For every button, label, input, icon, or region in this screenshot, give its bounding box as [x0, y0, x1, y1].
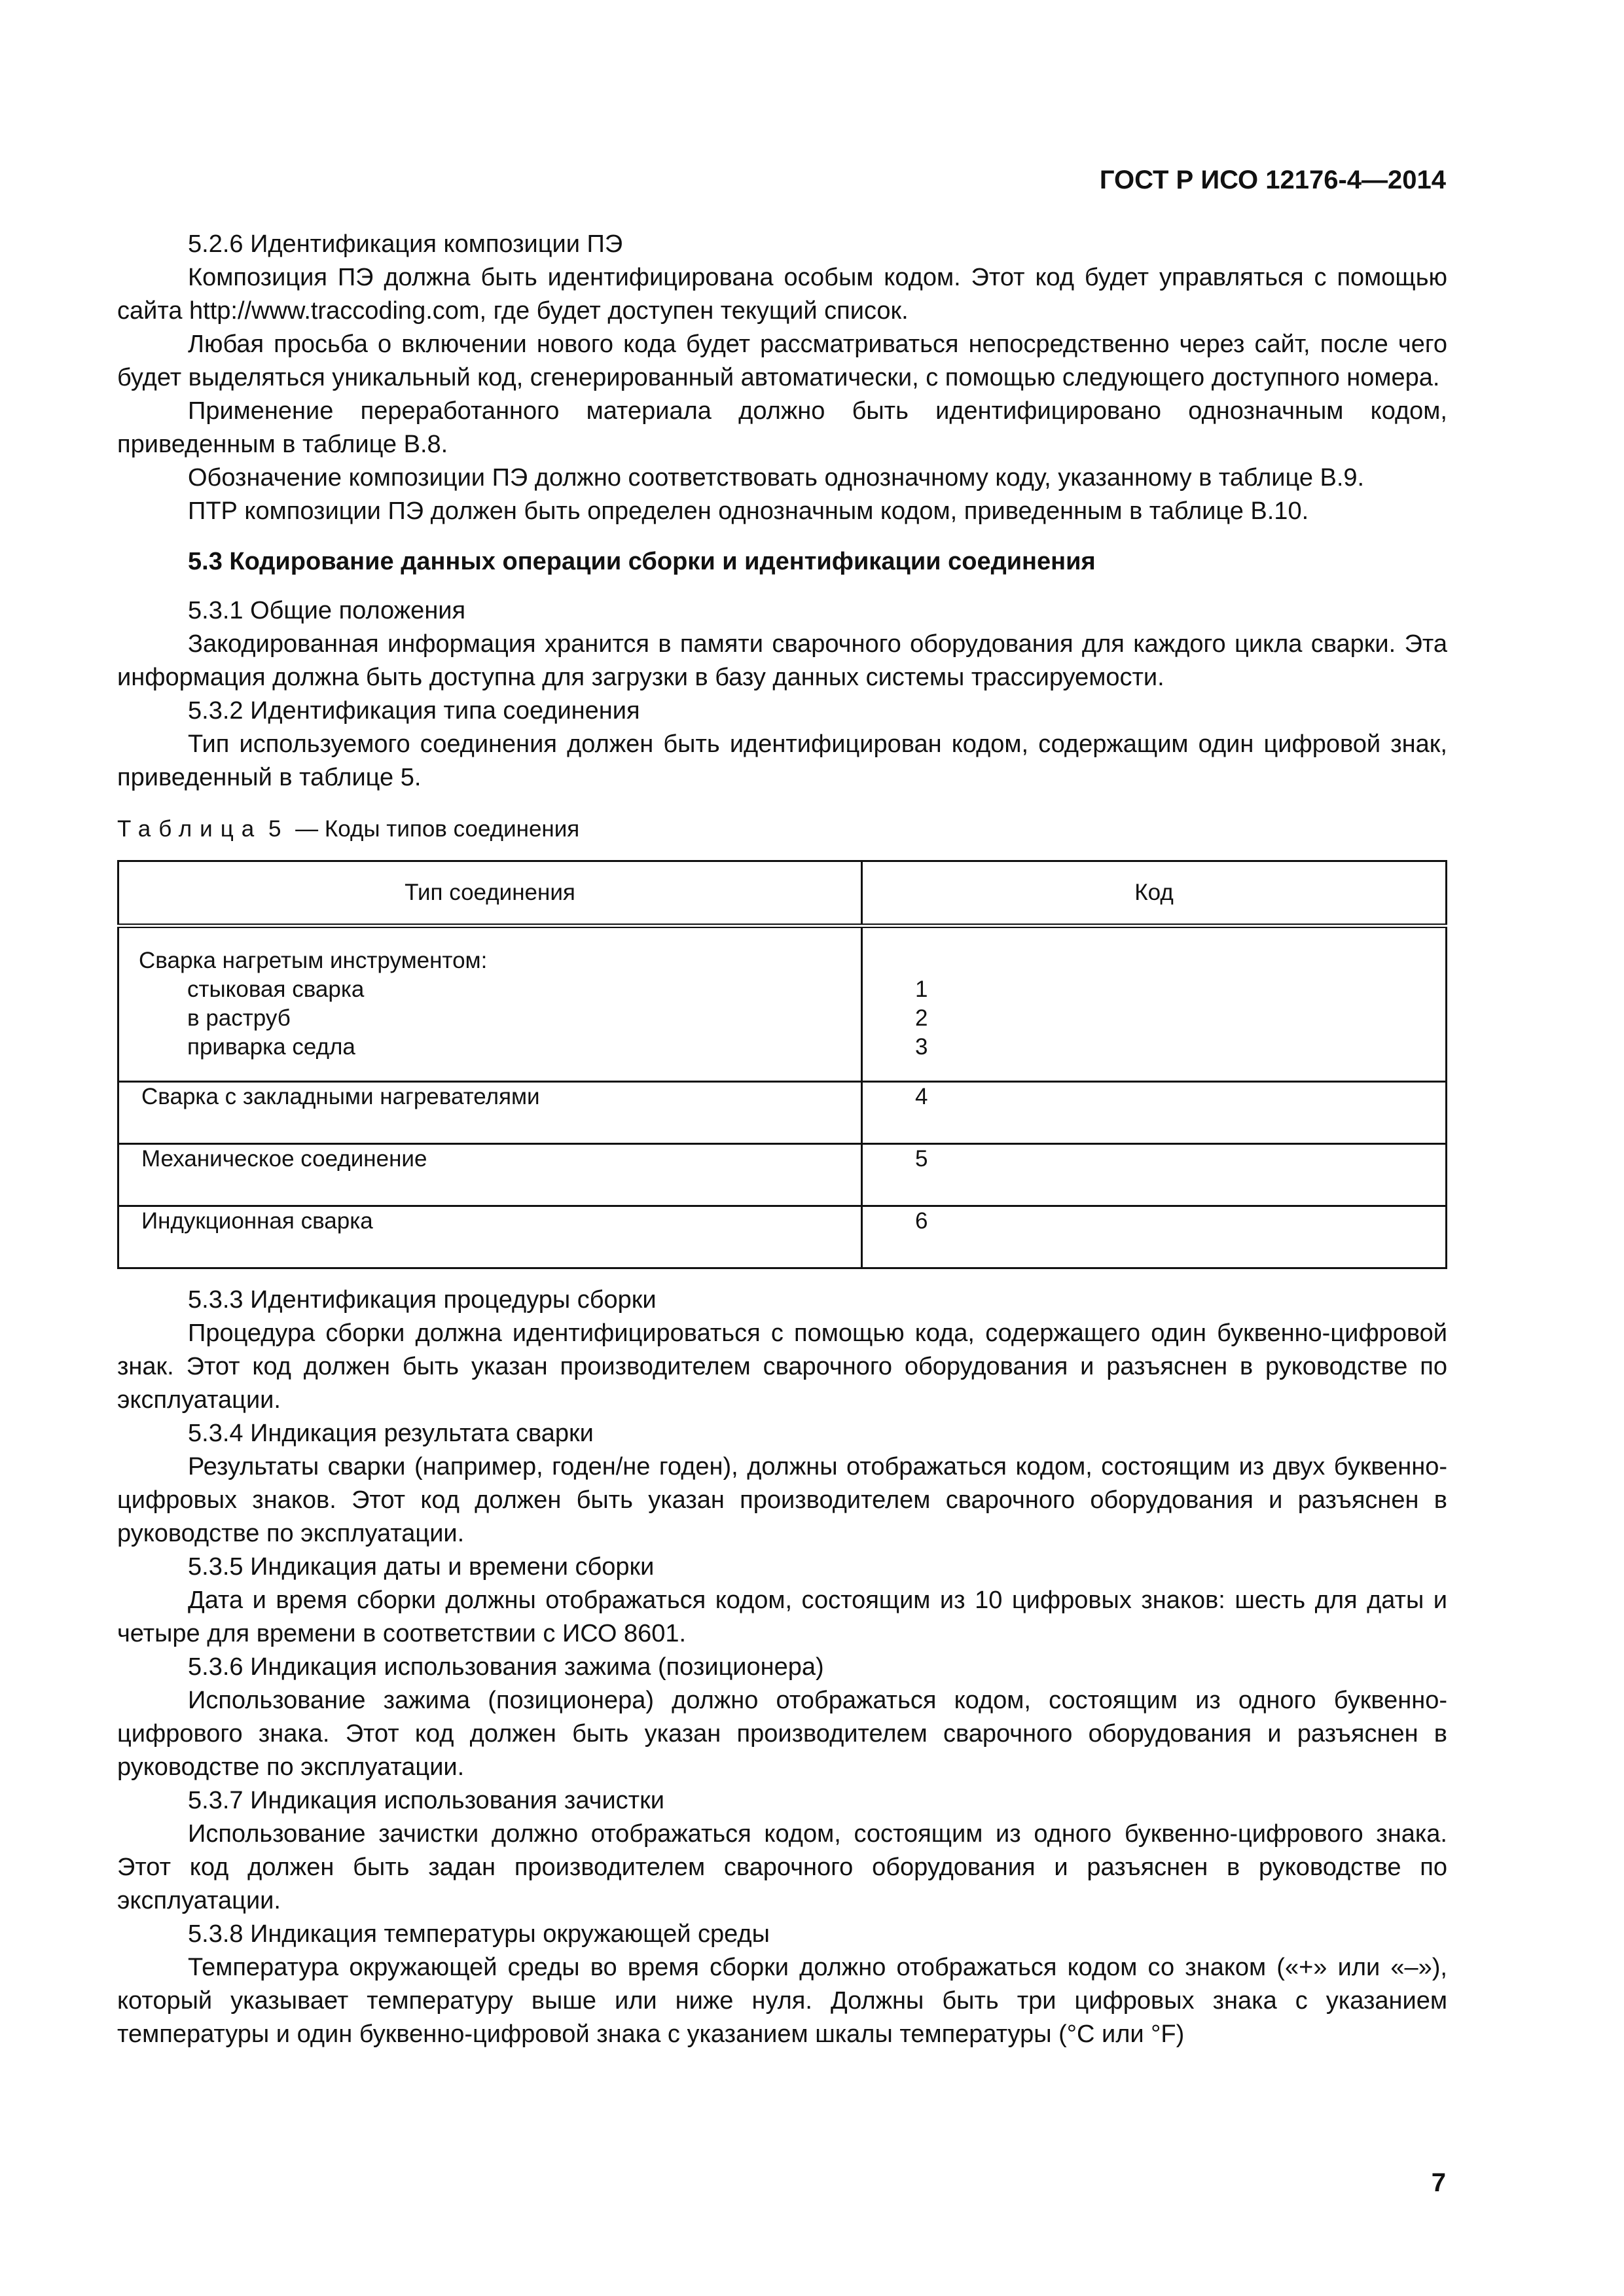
section-5-3-2-title: 5.3.2 Идентификация типа соединения — [188, 697, 640, 725]
section-5-3-6-title: 5.3.6 Индикация использования зажима (позиционера) — [188, 1653, 824, 1681]
paragraph: ПТР композиции ПЭ должен быть определен однозначным кодом, приведенным в таблице В.10. — [188, 497, 1309, 525]
table-row — [118, 1206, 1447, 1268]
paragraph: Композиция ПЭ должна быть идентифицирована особым кодом. Этот код будет управляться с помощью сайта http://www.traccoding.com, где будет доступен текущий список. — [117, 264, 1447, 325]
group-item: в раструб — [187, 1005, 291, 1031]
section-5-3-7-title: 5.3.7 Индикация использования зачистки — [188, 1787, 664, 1814]
paragraph: Процедура сборки должна идентифицироваться с помощью кода, содержащего один буквенно-цифровой знак. Этот код должен быть указан производителем сварочного оборудования и разъяснен в руководстве по эксплуатации. — [117, 1319, 1447, 1414]
section-5-3-3-title: 5.3.3 Идентификация процедуры сборки — [188, 1286, 657, 1314]
paragraph: Использование зачистки должно отображаться кодом, состоящим из одного буквенно-цифрового знака. Этот код должен быть задан производителем сварочного оборудования и разъяснен в руководстве по эксплуатации. — [117, 1820, 1447, 1914]
table-caption-number: 5 — [268, 816, 289, 842]
section-5-2-6-title: 5.2.6 Идентификация композиции ПЭ — [188, 230, 623, 258]
table-cell-code: 5 — [862, 1144, 1447, 1206]
page-number: 7 — [1431, 2168, 1446, 2197]
code-value: 2 — [915, 1005, 928, 1031]
table-row — [118, 1144, 1447, 1206]
document-body — [117, 228, 1447, 2051]
paragraph: Обозначение композиции ПЭ должно соответствовать однозначному коду, указанному в таблице В.9. — [188, 464, 1365, 492]
section-5-3-8-title: 5.3.8 Индикация температуры окружающей среды — [188, 1920, 770, 1948]
paragraph: Любая просьба о включении нового кода будет рассматриваться непосредственно через сайт, после чего будет выделяться уникальный код, сгенерированный автоматически, с помощью следующего доступного номера. — [117, 331, 1447, 391]
paragraph: Результаты сварки (например, годен/не годен), должны отображаться кодом, состоящим из двух буквенно-цифровых знаков. Этот код должен быть указан производителем сварочного оборудования и разъяснен в руководстве по эксплуатации. — [117, 1453, 1447, 1547]
group-item: приварка седла — [187, 1034, 355, 1060]
table-header-row — [118, 861, 1447, 926]
table-cell-code: 4 — [862, 1082, 1447, 1144]
section-5-3-5-title: 5.3.5 Индикация даты и времени сборки — [188, 1553, 655, 1581]
group-label: Сварка нагретым инструментом: — [139, 948, 488, 973]
table-caption — [117, 814, 1447, 844]
column-header-type: Тип соединения — [118, 861, 862, 926]
paragraph: Применение переработанного материала должно быть идентифицировано однозначным кодом, приведенным в таблице В.8. — [117, 397, 1447, 458]
paragraph: Температура окружающей среды во время сборки должно отображаться кодом со знаком («+» или «–»), который указывает температуру выше или ниже нуля. Должны быть три цифровых знака с указанием температуры и один буквенно-цифровой знака с указанием шкалы температуры (°С или °F) — [117, 1954, 1447, 2048]
paragraph: Тип используемого соединения должен быть идентифицирован кодом, содержащим один цифровой знак, приведенный в таблице 5. — [117, 730, 1447, 791]
section-5-3-4-title: 5.3.4 Индикация результата сварки — [188, 1420, 594, 1447]
section-5-3-1-title: 5.3.1 Общие положения — [188, 597, 466, 624]
table-row — [118, 1082, 1447, 1144]
section-5-3-heading: 5.3 Кодирование данных операции сборки и идентификации соединения — [188, 548, 1096, 575]
table-cell-type: Механическое соединение — [118, 1144, 862, 1206]
table-caption-word: Таблица — [117, 816, 262, 842]
document-header: ГОСТ Р ИСО 12176-4—2014 — [1099, 166, 1446, 194]
table-cell-type: Индукционная сварка — [118, 1206, 862, 1268]
table-caption-title: — Коды типов соединения — [295, 816, 580, 842]
group-item: стыковая сварка — [187, 977, 365, 1002]
table-cell-code — [862, 926, 1447, 1082]
table-row — [118, 926, 1447, 1082]
joint-type-codes-table — [117, 860, 1447, 1269]
table-cell-type — [118, 926, 862, 1082]
code-value: 3 — [915, 1034, 928, 1060]
column-header-code: Код — [862, 861, 1447, 926]
paragraph: Дата и время сборки должны отображаться кодом, состоящим из 10 цифровых знаков: шесть для даты и четыре для времени в соответствии с ИСО 8601. — [117, 1587, 1447, 1647]
paragraph: Использование зажима (позиционера) должно отображаться кодом, состоящим из одного буквенно-цифрового знака. Этот код должен быть указан производителем сварочного оборудования и разъяснен в руководстве по эксплуатации. — [117, 1687, 1447, 1781]
table-cell-type: Сварка с закладными нагревателями — [118, 1082, 862, 1144]
paragraph: Закодированная информация хранится в памяти сварочного оборудования для каждого цикла сварки. Эта информация должна быть доступна для загрузки в базу данных системы трассируемости. — [117, 630, 1447, 691]
code-value: 1 — [915, 977, 928, 1002]
table-cell-code: 6 — [862, 1206, 1447, 1268]
